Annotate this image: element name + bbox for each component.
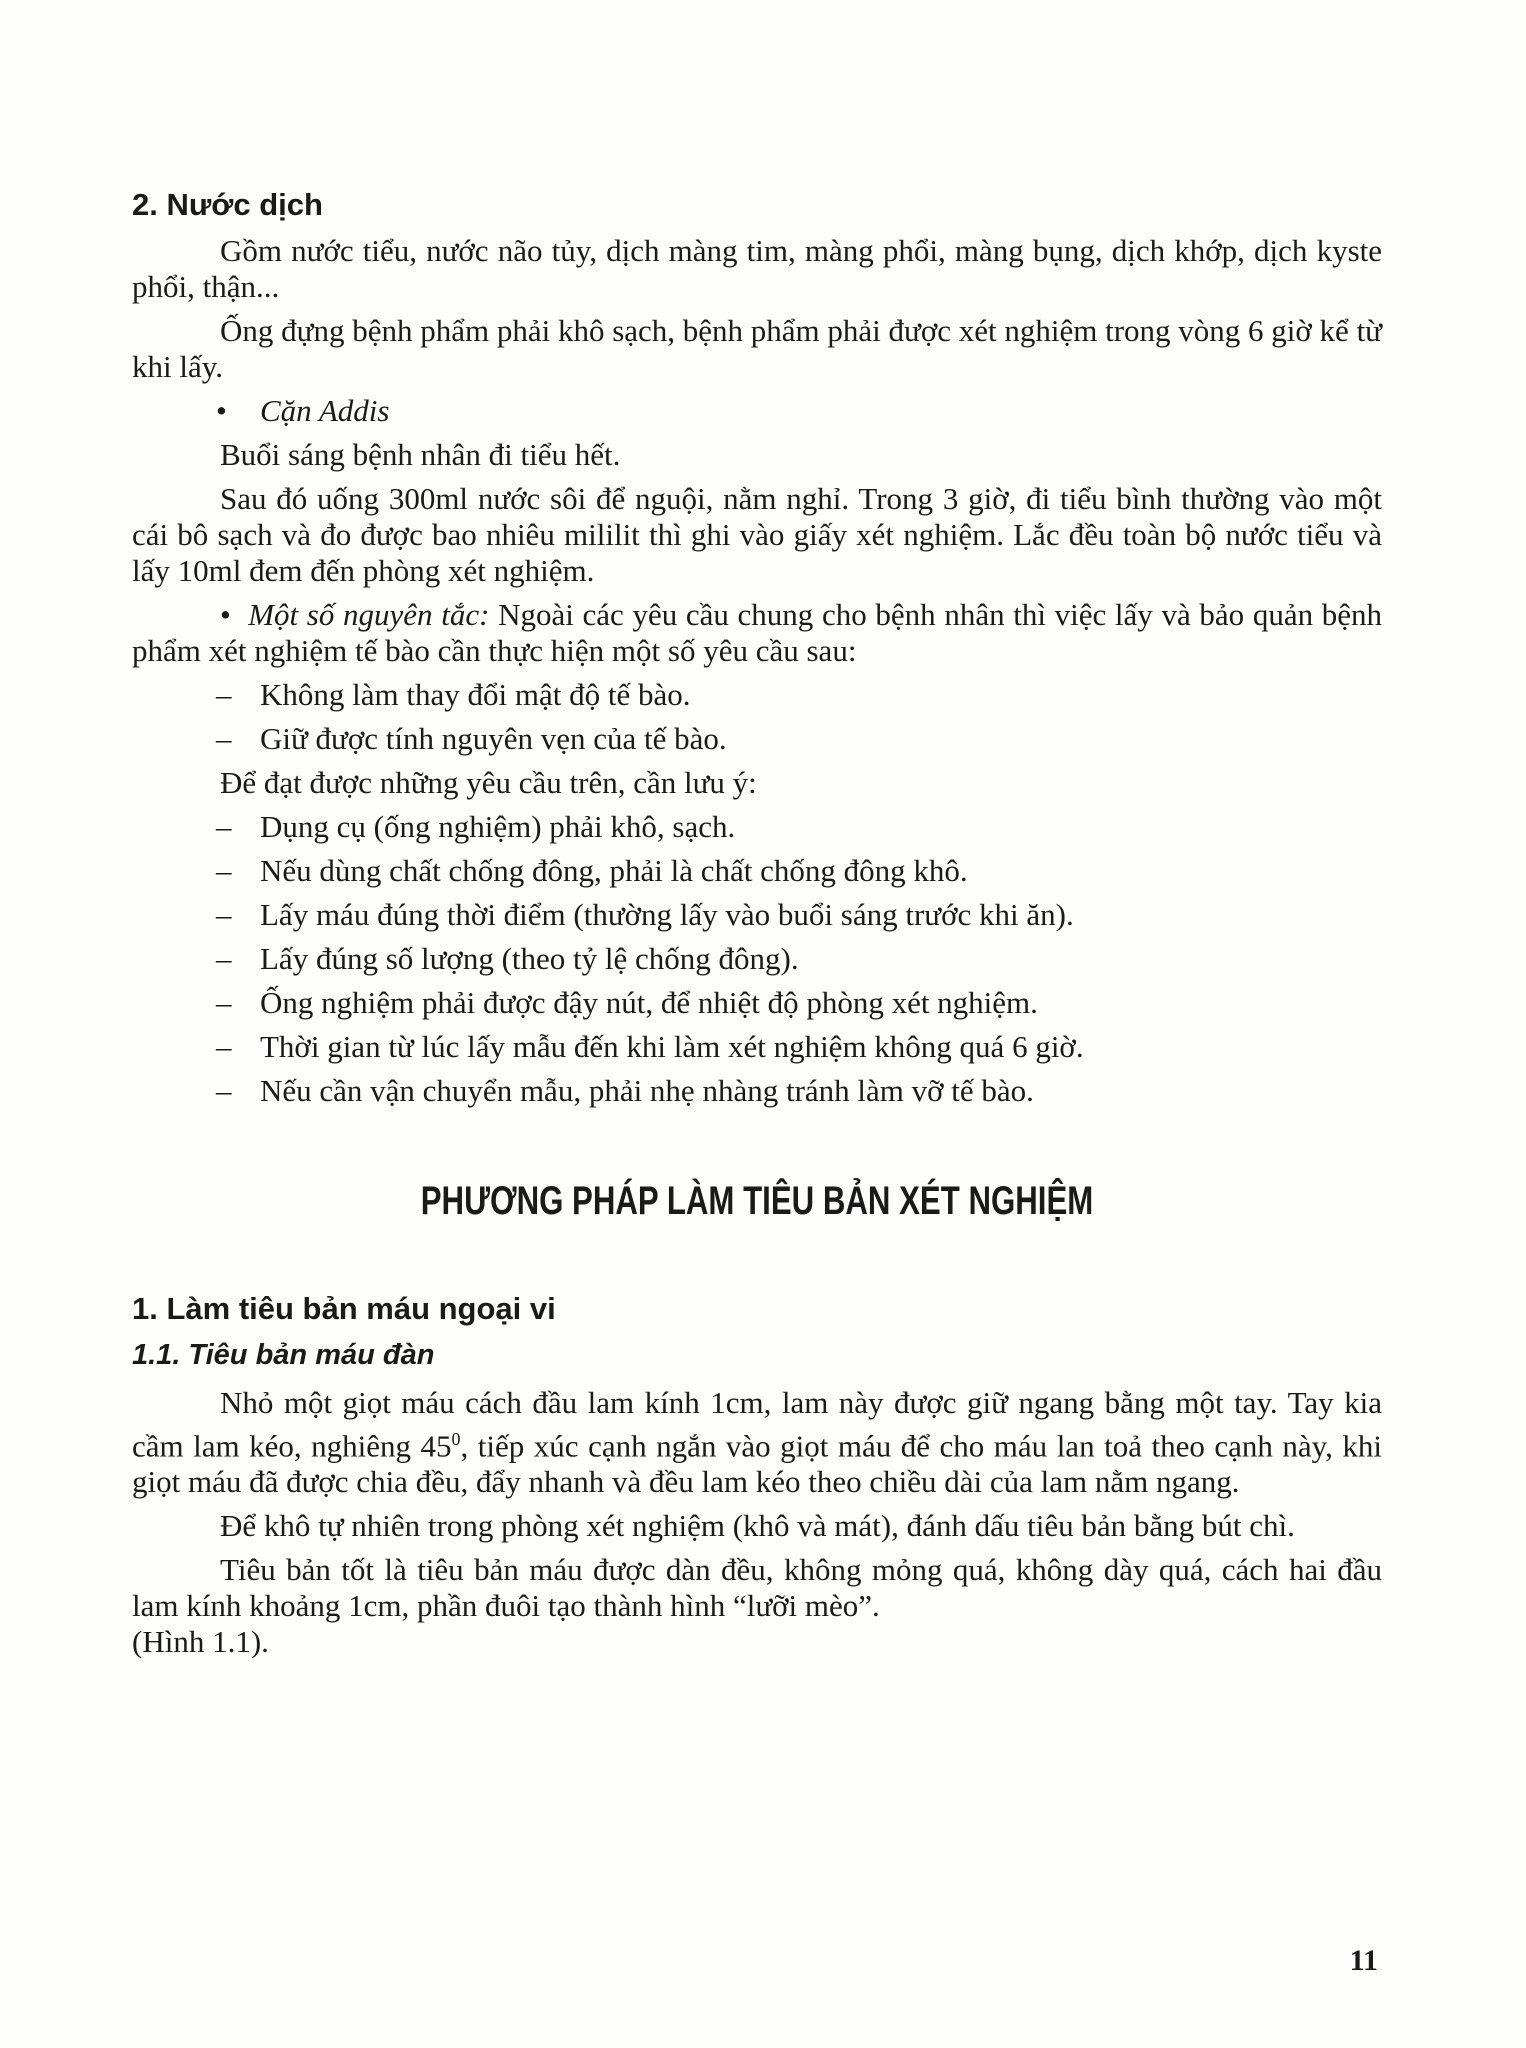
- dash-item: [132, 721, 1382, 757]
- dash-item: [132, 677, 1382, 713]
- paragraph: Buổi sáng bệnh nhân đi tiểu hết.: [220, 437, 621, 472]
- dash-text: Nếu dùng chất chống đông, phải là chất chống đông khô.: [260, 853, 968, 888]
- paragraph: Để đạt được những yêu cầu trên, cần lưu ý:: [220, 765, 757, 800]
- dash-icon: –: [216, 1029, 232, 1064]
- dash-text: Thời gian từ lúc lấy mẫu đến khi làm xét nghiệm không quá 6 giờ.: [260, 1029, 1084, 1064]
- page-number: 11: [1349, 1944, 1378, 1977]
- figure-reference: (Hình 1.1).: [132, 1624, 269, 1660]
- page-content: [132, 175, 1382, 1668]
- dash-item: [132, 941, 1382, 977]
- paragraph: Ống đựng bệnh phẩm phải khô sạch, bệnh phẩm phải được xét nghiệm trong vòng 6 giờ kể từ khi lấy.: [132, 313, 1382, 384]
- dash-text: Giữ được tính nguyên vẹn của tế bào.: [260, 721, 727, 756]
- subsection-heading: 1.1. Tiêu bản máu đàn: [132, 1339, 435, 1371]
- dash-text: Nếu cần vận chuyển mẫu, phải nhẹ nhàng tránh làm vỡ tế bào.: [260, 1073, 1034, 1108]
- section-heading-fluids: 2. Nước dịch: [132, 187, 323, 222]
- chapter-title: PHƯƠNG PHÁP LÀM TIÊU BẢN XÉT NGHIỆM: [420, 1179, 1094, 1223]
- paragraph: Để khô tự nhiên trong phòng xét nghiệm (khô và mát), đánh dấu tiêu bản bằng bút chì.: [220, 1508, 1295, 1544]
- dash-icon: –: [216, 985, 232, 1020]
- paragraph: [132, 1385, 1382, 1500]
- dash-item: [132, 897, 1382, 933]
- dash-icon: –: [216, 721, 232, 756]
- dash-item: [132, 853, 1382, 889]
- dash-text: Ống nghiệm phải được đậy nút, để nhiệt độ phòng xét nghiệm.: [260, 985, 1038, 1020]
- bullet-text: Ngoài các yêu cầu chung cho bệnh nhân thì việc lấy và bảo quản bệnh phẩm xét nghiệm tế bào cần thực hiện một số yêu cầu sau:: [132, 597, 1382, 668]
- dash-text: Lấy đúng số lượng (theo tỷ lệ chống đông).: [260, 941, 799, 976]
- superscript: 0: [451, 1429, 461, 1449]
- paragraph-text: , tiếp xúc cạnh ngắn vào giọt máu để cho máu lan toả theo cạnh này, khi giọt máu đã được chia đều, đẩy nhanh và đều lam kéo theo chiều dài của lam nằm ngang.: [132, 1428, 1382, 1500]
- dash-text: Dụng cụ (ống nghiệm) phải khô, sạch.: [260, 809, 736, 844]
- bullet-title: Một số nguyên tắc:: [248, 597, 490, 632]
- dash-item: [132, 1073, 1382, 1109]
- dash-icon: –: [216, 853, 232, 888]
- paragraph: Tiêu bản tốt là tiêu bản máu được dàn đều, không mỏng quá, không dày quá, cách hai đầu lam kính khoảng 1cm, phần đuôi tạo thành hình “lưỡi mèo”.: [132, 1552, 1382, 1624]
- paragraph: Gồm nước tiểu, nước não tủy, dịch màng tim, màng phổi, màng bụng, dịch khớp, dịch kyste phổi, thận...: [132, 233, 1382, 304]
- bullet-title: Cặn Addis: [260, 393, 390, 428]
- dash-text: Lấy máu đúng thời điểm (thường lấy vào buổi sáng trước khi ăn).: [260, 897, 1074, 932]
- dash-icon: –: [216, 897, 232, 932]
- bullet-dot-icon: •: [216, 393, 227, 428]
- dash-icon: –: [216, 677, 232, 712]
- bullet-dot-icon: •: [220, 597, 249, 632]
- dash-icon: –: [216, 809, 232, 844]
- section-heading-blood: 1. Làm tiêu bản máu ngoại vi: [132, 1291, 556, 1326]
- dash-item: [132, 1029, 1382, 1065]
- paragraph-text: Nhỏ một giọt máu cách đầu lam kính 1cm, lam này được giữ ngang bằng một tay. Tay kia cầm lam kéo, nghiêng 45: [132, 1385, 1382, 1464]
- dash-icon: –: [216, 1073, 232, 1108]
- dash-item: [132, 985, 1382, 1021]
- bullet-paragraph: [132, 597, 1382, 669]
- paragraph: Sau đó uống 300ml nước sôi để nguội, nằm nghỉ. Trong 3 giờ, đi tiểu bình thường vào một cái bô sạch và đo được bao nhiêu mililit thì ghi vào giấy xét nghiệm. Lắc đều toàn bộ nước tiểu và lấy 10ml đem đến phòng xét nghiệm.: [132, 481, 1382, 588]
- dash-text: Không làm thay đổi mật độ tế bào.: [260, 677, 691, 712]
- bullet-item: [132, 393, 1382, 429]
- dash-item: [132, 809, 1382, 845]
- dash-icon: –: [216, 941, 232, 976]
